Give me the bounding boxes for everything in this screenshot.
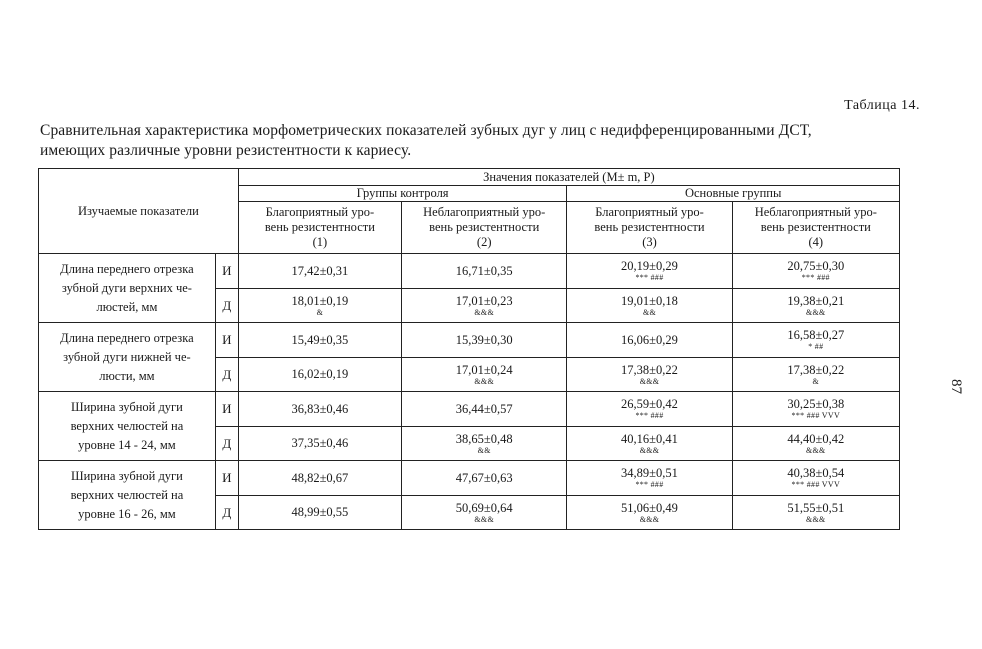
value-text: 18,01±0,19 (291, 293, 349, 308)
value-text: 34,89±0,51 (621, 466, 678, 480)
header-main-groups: Основные группы (567, 186, 900, 202)
value-cell (402, 289, 567, 323)
value-text: 47,67±0,63 (455, 470, 513, 485)
parameter-line: Ширина зубной дуги (70, 468, 183, 483)
value-text: 17,42±0,31 (291, 263, 349, 278)
value-text: 19,01±0,18 (621, 293, 678, 308)
value-cell (567, 427, 732, 461)
significance-mark: & (316, 307, 324, 317)
parameter-name (39, 254, 216, 323)
value-text: 17,01±0,24 (455, 362, 513, 377)
value-cell (567, 289, 732, 323)
header-values-title: Значения показателей (M± m, P) (238, 169, 899, 186)
header-col-3-num: (3) (642, 235, 657, 249)
value-cell (402, 461, 567, 496)
value-text: 44,40±0,42 (787, 431, 845, 446)
caption-line-1: Сравнительная характеристика морфометрических показателей зубных дуг у лиц с недифференцированными ДСТ, (40, 122, 812, 139)
side-label: И (215, 461, 238, 496)
header-col-4-line1: Неблагоприятный уро- (754, 205, 877, 219)
value-cell (238, 358, 401, 392)
side-label: Д (215, 289, 238, 323)
table-row (39, 323, 900, 358)
significance-mark: && (477, 445, 491, 455)
value-text: 19,38±0,21 (787, 293, 845, 308)
header-col-1-num: (1) (312, 235, 328, 249)
value-cell (238, 392, 401, 427)
value-cell (402, 392, 567, 427)
value-text: 38,65±0,48 (455, 431, 513, 446)
parameter-line: зубной дуги нижней че- (63, 349, 191, 364)
value-text: 20,75±0,30 (787, 259, 845, 273)
value-text: 17,38±0,22 (621, 362, 678, 377)
value-text: 17,01±0,23 (455, 293, 513, 308)
header-col-4-num: (4) (808, 235, 824, 249)
header-col-1-line2: вень резистентности (264, 220, 375, 234)
header-col-3 (567, 202, 732, 254)
value-cell (402, 427, 567, 461)
table-row (39, 254, 900, 289)
caption-line-2: имеющих различные уровни резистентности к кариесу. (40, 142, 412, 159)
value-text: 16,58±0,27 (787, 328, 845, 342)
side-label: И (215, 392, 238, 427)
page-number: 87 (948, 379, 964, 394)
header-col-2 (402, 202, 567, 254)
side-label: Д (215, 358, 238, 392)
data-table (38, 168, 900, 530)
value-cell (238, 254, 401, 289)
significance-mark: &&& (639, 376, 660, 386)
value-text: 15,39±0,30 (455, 332, 513, 347)
value-cell (567, 323, 732, 358)
side-label: И (215, 254, 238, 289)
value-text: 20,19±0,29 (621, 259, 678, 273)
parameter-line: верхних челюстей на (70, 487, 184, 502)
value-cell (732, 427, 899, 461)
value-text: 50,69±0,64 (455, 500, 513, 515)
parameter-line: Длина переднего отрезка (60, 261, 194, 276)
significance-mark: &&& (474, 376, 494, 386)
significance-mark: &&& (474, 514, 494, 524)
parameter-name (39, 323, 216, 392)
significance-mark: & (812, 376, 820, 386)
parameter-line: зубной дуги верхних че- (61, 280, 192, 295)
value-text: 36,44±0,57 (455, 401, 513, 416)
value-cell (732, 496, 899, 530)
significance-mark: && (642, 307, 657, 317)
value-cell (402, 358, 567, 392)
value-cell (238, 427, 401, 461)
significance-mark: &&& (474, 307, 494, 317)
significance-mark: *** ### (635, 411, 664, 420)
parameter-line: люсти, мм (99, 368, 155, 383)
value-text: 17,38±0,22 (787, 362, 845, 377)
value-cell (238, 461, 401, 496)
table-row (39, 461, 900, 496)
value-cell (567, 358, 732, 392)
table-header (39, 169, 900, 254)
significance-mark: *** ### (801, 273, 830, 282)
value-cell (732, 392, 899, 427)
side-label: И (215, 323, 238, 358)
value-text: 16,06±0,29 (621, 332, 678, 347)
value-cell (732, 358, 899, 392)
significance-mark: &&& (806, 307, 826, 317)
header-parameters: Изучаемые показатели (39, 169, 239, 254)
value-cell (402, 323, 567, 358)
significance-mark: *** ### VVV (791, 480, 841, 489)
header-control-groups: Группы контроля (238, 186, 567, 202)
value-text: 40,38±0,54 (787, 466, 845, 480)
significance-mark: &&& (806, 445, 826, 455)
significance-mark: &&& (639, 514, 660, 524)
side-label: Д (215, 496, 238, 530)
parameter-name (39, 461, 216, 530)
value-cell (567, 496, 732, 530)
parameter-line: верхних челюстей на (70, 418, 184, 433)
table-row (39, 392, 900, 427)
header-col-4-line2: вень резистентности (760, 220, 871, 234)
value-cell (402, 496, 567, 530)
value-text: 16,02±0,19 (291, 367, 349, 381)
parameter-line: уровне 14 - 24, мм (78, 437, 176, 452)
header-col-2-line1: Неблагоприятный уро- (423, 205, 546, 219)
significance-mark: &&& (639, 445, 660, 455)
value-cell (732, 289, 899, 323)
value-text: 36,83±0,46 (291, 401, 349, 416)
header-col-2-line2: вень резистентности (429, 220, 540, 234)
value-text: 30,25±0,38 (787, 397, 845, 411)
header-col-1-line1: Благоприятный уро- (265, 205, 375, 219)
significance-mark: *** ### (635, 480, 664, 489)
parameter-name (39, 392, 216, 461)
value-text: 48,99±0,55 (291, 505, 349, 519)
table-body (39, 254, 900, 530)
value-cell (238, 496, 401, 530)
table-caption (40, 121, 940, 161)
header-col-1 (238, 202, 401, 254)
value-cell (732, 461, 899, 496)
value-cell (567, 254, 732, 289)
value-text: 51,55±0,51 (787, 500, 845, 515)
value-cell (567, 461, 732, 496)
value-cell (402, 254, 567, 289)
value-cell (238, 289, 401, 323)
parameter-line: Длина переднего отрезка (60, 330, 194, 345)
value-text: 51,06±0,49 (621, 500, 678, 515)
significance-mark: * ## (808, 342, 824, 351)
value-text: 37,35±0,46 (291, 436, 349, 450)
header-col-3-line1: Благоприятный уро- (595, 205, 704, 219)
parameter-line: люстей, мм (96, 299, 158, 314)
value-cell (238, 323, 401, 358)
parameter-line: уровне 16 - 26, мм (78, 506, 176, 521)
significance-mark: *** ### VVV (791, 411, 841, 420)
value-cell (732, 254, 899, 289)
value-cell (567, 392, 732, 427)
header-col-3-line2: вень резистентности (594, 220, 705, 234)
significance-mark: &&& (806, 514, 826, 524)
parameter-line: Ширина зубной дуги (70, 399, 183, 414)
header-col-2-num: (2) (476, 235, 492, 249)
value-text: 16,71±0,35 (455, 263, 513, 278)
value-text: 26,59±0,42 (621, 397, 678, 411)
side-label: Д (215, 427, 238, 461)
significance-mark: *** ### (635, 273, 664, 282)
header-col-4 (732, 202, 899, 254)
value-text: 15,49±0,35 (291, 332, 349, 347)
value-text: 48,82±0,67 (291, 470, 349, 485)
table-number: Таблица 14. (844, 98, 920, 113)
value-text: 40,16±0,41 (621, 431, 678, 446)
value-cell (732, 323, 899, 358)
